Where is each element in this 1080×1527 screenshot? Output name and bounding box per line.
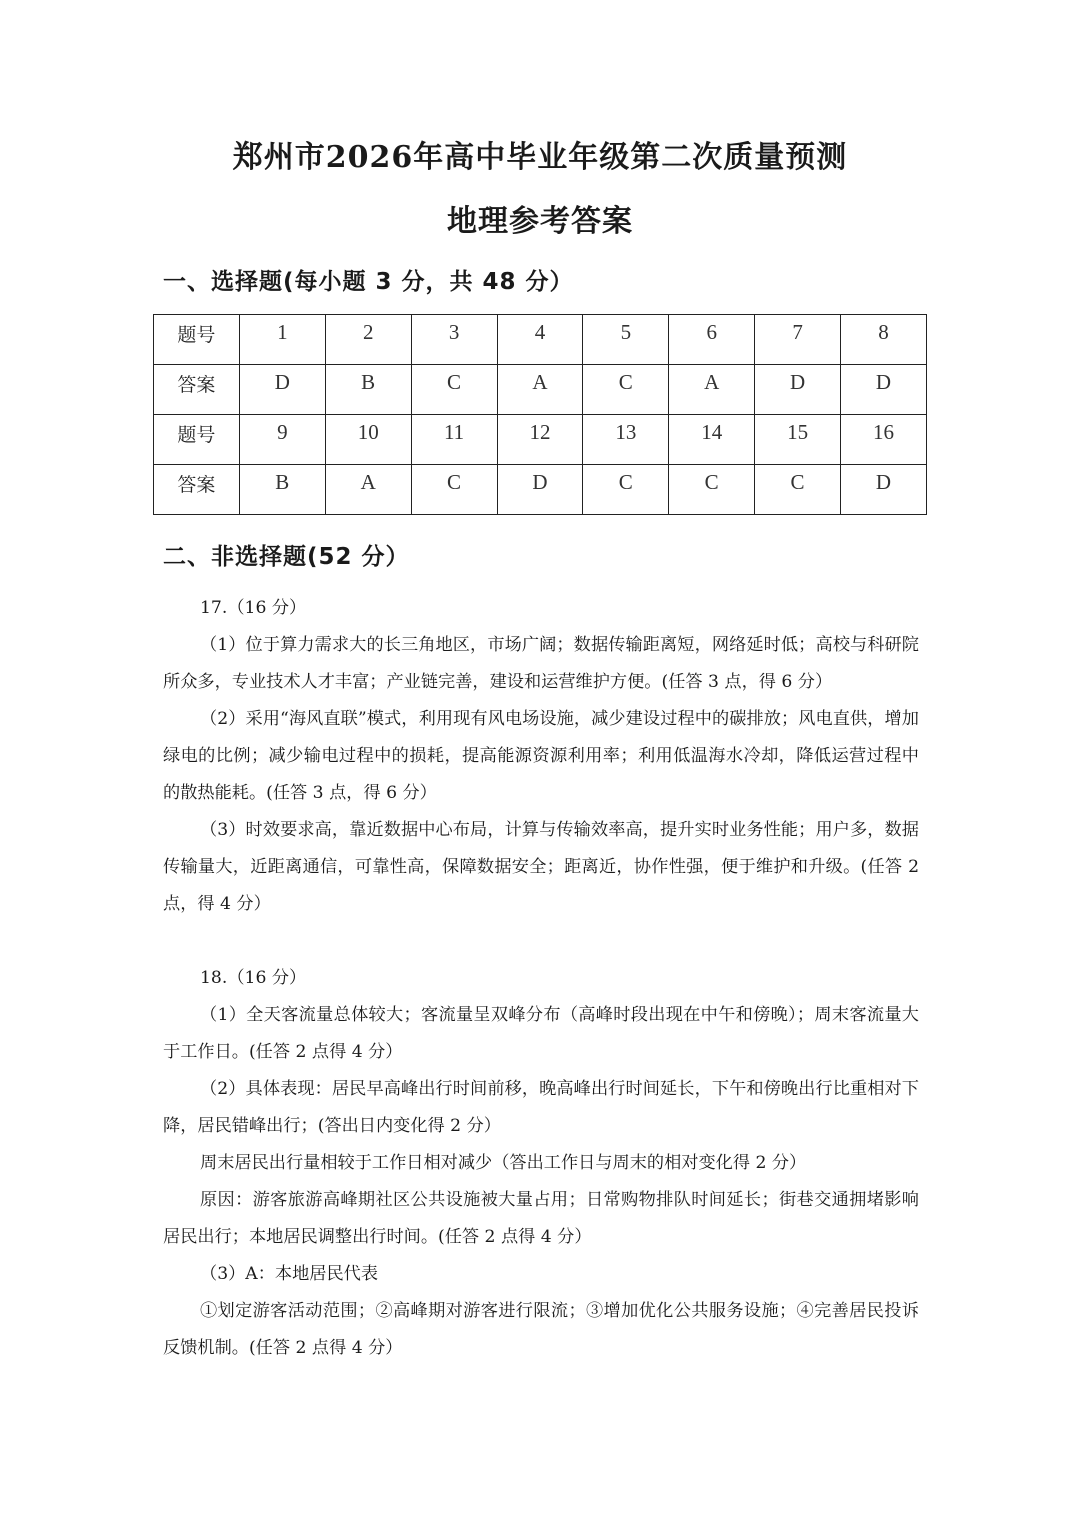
table-cell: 9 — [239, 415, 325, 465]
table-cell: 15 — [755, 415, 841, 465]
table-cell: D — [755, 365, 841, 415]
table-cell: D — [239, 365, 325, 415]
question-18-label: 18.（16 分） — [200, 968, 307, 988]
table-cell: 13 — [583, 415, 669, 465]
table-cell: C — [411, 365, 497, 415]
table-cell: 12 — [497, 415, 583, 465]
table-cell: 2 — [325, 315, 411, 365]
table-cell: A — [497, 365, 583, 415]
table-cell: 1 — [239, 315, 325, 365]
table-cell: D — [841, 365, 927, 415]
section-heading-multiple-choice: 一、选择题(每小题 3 分，共 48 分） — [163, 269, 574, 295]
table-cell: 答案 — [154, 465, 240, 515]
table-row — [154, 365, 927, 415]
table-row — [154, 315, 927, 365]
table-cell: 14 — [669, 415, 755, 465]
table-cell: 题号 — [154, 415, 240, 465]
table-cell: 4 — [497, 315, 583, 365]
q18-answer-1: （1）全天客流量总体较大；客流量呈双峰分布（高峰时段出现在中午和傍晚）；周末客流量大于工作日。(任答 2 点得 4 分） — [163, 1005, 919, 1062]
table-cell: 3 — [411, 315, 497, 365]
table-cell: B — [239, 465, 325, 515]
table-cell: C — [583, 465, 669, 515]
table-cell: A — [325, 465, 411, 515]
q18-answer-2: （2）具体表现：居民早高峰出行时间前移，晚高峰出行时间延长，下午和傍晚出行比重相对下降，居民错峰出行；(答出日内变化得 2 分） — [163, 1079, 919, 1136]
answer-table — [153, 314, 927, 515]
table-cell: 10 — [325, 415, 411, 465]
q18-answer-2-weekend: 周末居民出行量相较于工作日相对减少（答出工作日与周末的相对变化得 2 分） — [200, 1153, 807, 1173]
table-cell: 8 — [841, 315, 927, 365]
section-heading-free-response: 二、非选择题(52 分） — [163, 544, 410, 570]
q18-answer-3: （3）A：本地居民代表 — [200, 1264, 379, 1284]
table-cell: C — [583, 365, 669, 415]
table-cell: 5 — [583, 315, 669, 365]
question-17-label: 17.（16 分） — [200, 598, 307, 618]
table-cell: 16 — [841, 415, 927, 465]
table-row — [154, 415, 927, 465]
table-cell: B — [325, 365, 411, 415]
table-cell: D — [841, 465, 927, 515]
q17-answer-2: （2）采用“海风直联”模式，利用现有风电场设施，减少建设过程中的碳排放；风电直供，增加绿电的比例；减少输电过程中的损耗，提高能源资源利用率；利用低温海水冷却，降低运营过程中的散热能耗。(任答 3 点，得 6 分） — [163, 709, 919, 803]
answer-body — [163, 590, 919, 1367]
spacer — [163, 923, 919, 960]
page-title: 郑州市2026年高中毕业年级第二次质量预测 — [232, 140, 848, 175]
table-cell: C — [755, 465, 841, 515]
table-row — [154, 465, 927, 515]
table-cell: D — [497, 465, 583, 515]
q17-answer-3: （3）时效要求高，靠近数据中心布局，计算与传输效率高，提升实时业务性能；用户多，数据传输量大，近距离通信，可靠性高，保障数据安全；距离近，协作性强，便于维护和升级。(任答 2 点，得 4 分） — [163, 820, 919, 914]
table-cell: C — [411, 465, 497, 515]
q18-answer-2-reason: 原因：游客旅游高峰期社区公共设施被大量占用；日常购物排队时间延长；街巷交通拥堵影响居民出行；本地居民调整出行时间。(任答 2 点得 4 分） — [163, 1190, 919, 1247]
table-cell: C — [669, 465, 755, 515]
table-cell: 答案 — [154, 365, 240, 415]
table-cell: A — [669, 365, 755, 415]
page-subtitle: 地理参考答案 — [447, 204, 633, 239]
q18-answer-3-measures: ①划定游客活动范围；②高峰期对游客进行限流；③增加优化公共服务设施；④完善居民投诉反馈机制。(任答 2 点得 4 分） — [163, 1301, 919, 1358]
table-cell: 题号 — [154, 315, 240, 365]
q17-answer-1: （1）位于算力需求大的长三角地区，市场广阔；数据传输距离短，网络延时低；高校与科研院所众多，专业技术人才丰富；产业链完善，建设和运营维护方便。(任答 3 点，得 6 分） — [163, 635, 919, 692]
table-cell: 7 — [755, 315, 841, 365]
table-cell: 6 — [669, 315, 755, 365]
table-cell: 11 — [411, 415, 497, 465]
